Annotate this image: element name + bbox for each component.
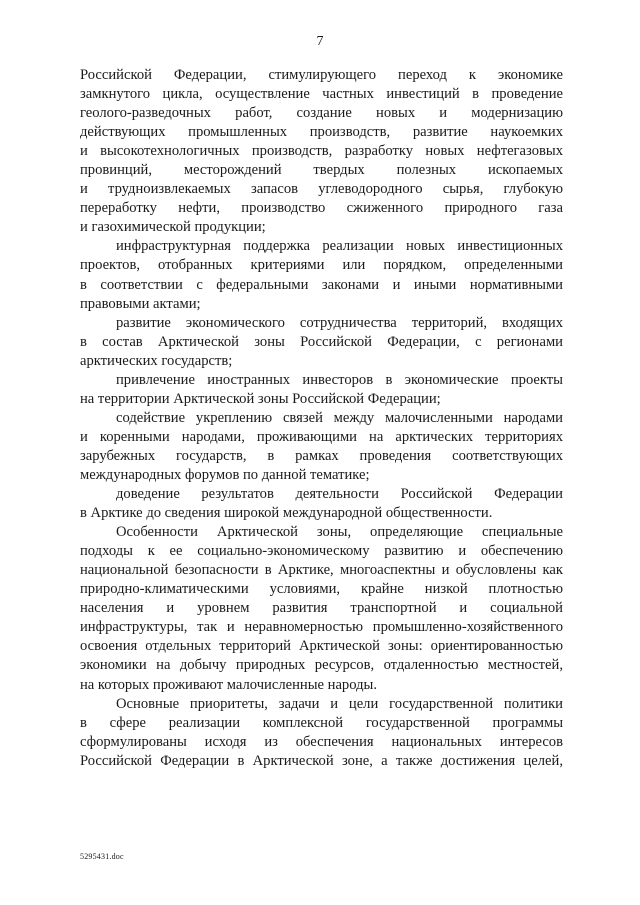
- paragraph: [80, 523, 563, 694]
- text-line: национальной безопасности в Арктике, многоаспектны и обусловлены как: [80, 562, 563, 579]
- text-line: замкнутого цикла, осуществление частных инвестиций в проведение: [80, 86, 563, 103]
- paragraph: [80, 66, 563, 237]
- text-line: содействие укреплению связей между малочисленными народами: [116, 409, 563, 426]
- text-line: правовыми актами;: [80, 295, 201, 312]
- paragraph: [80, 237, 563, 313]
- text-line: в соответствии с федеральными законами и иными нормативными: [80, 276, 563, 293]
- text-line: инфраструктуры, так и неравномерностью промышленно-хозяйственного: [80, 619, 563, 636]
- text-line: международных форумов по данной тематике;: [80, 466, 370, 483]
- text-line: Основные приоритеты, задачи и цели государственной политики: [116, 695, 563, 712]
- text-line: подходы к ее социально-экономическому развитию и обеспечению: [80, 543, 563, 560]
- document-file-code: 5295431.doc: [80, 852, 124, 861]
- text-line: привлечение иностранных инвесторов в экономические проекты: [116, 371, 563, 388]
- text-line: Российской Федерации, стимулирующего переход к экономике: [80, 67, 563, 83]
- text-line: в сфере реализации комплексной государственной программы: [80, 714, 563, 731]
- paragraph: [80, 409, 563, 485]
- paragraph: [80, 695, 563, 771]
- text-line: и высокотехнологичных производств, разработку новых нефтегазовых: [80, 143, 563, 160]
- text-line: инфраструктурная поддержка реализации новых инвестиционных: [116, 238, 563, 255]
- text-line: сформулированы исходя из обеспечения национальных интересов: [80, 733, 563, 750]
- text-line: и трудноизвлекаемых запасов углеводородного сырья, глубокую: [80, 181, 563, 198]
- text-line: и газохимической продукции;: [80, 219, 266, 236]
- text-line: действующих промышленных производств, развитие наукоемких: [80, 124, 563, 141]
- text-line: в состав Арктической зоны Российской Федерации, с регионами: [80, 333, 563, 350]
- document-body: [80, 66, 563, 771]
- text-line: провинций, месторождений твердых полезных ископаемых: [80, 162, 563, 179]
- page-number: 7: [316, 34, 324, 49]
- text-line: Российской Федерации в Арктической зоне, а также достижения целей,: [80, 752, 563, 769]
- text-line: геолого-разведочных работ, создание новых и модернизацию: [80, 105, 563, 122]
- text-line: и коренными народами, проживающими на арктических территориях: [80, 428, 563, 445]
- text-line: Особенности Арктической зоны, определяющие специальные: [116, 524, 563, 541]
- text-line: доведение результатов деятельности Российской Федерации: [116, 486, 563, 503]
- paragraph: [80, 485, 563, 523]
- text-line: освоения отдельных территорий Арктической зоны: ориентированностью: [80, 638, 563, 655]
- paragraph: [80, 314, 563, 371]
- text-line: населения и уровнем развития транспортной и социальной: [80, 600, 563, 617]
- text-line: природно-климатическими условиями, крайне низкой плотностью: [80, 581, 563, 598]
- text-line: арктических государств;: [80, 352, 233, 369]
- text-line: развитие экономического сотрудничества территорий, входящих: [116, 314, 563, 331]
- text-line: переработку нефти, производство сжиженного природного газа: [80, 200, 563, 217]
- paragraph: [80, 371, 563, 409]
- text-line: на территории Арктической зоны Российской Федерации;: [80, 390, 441, 407]
- text-line: зарубежных государств, в рамках проведения соответствующих: [80, 447, 563, 464]
- text-line: в Арктике до сведения широкой международной общественности.: [80, 505, 493, 522]
- text-line: на которых проживают малочисленные народы.: [80, 676, 377, 693]
- text-line: проектов, отобранных критериями или порядком, определенными: [80, 257, 563, 274]
- text-line: экономики на добычу природных ресурсов, отдаленностью местностей,: [80, 657, 563, 674]
